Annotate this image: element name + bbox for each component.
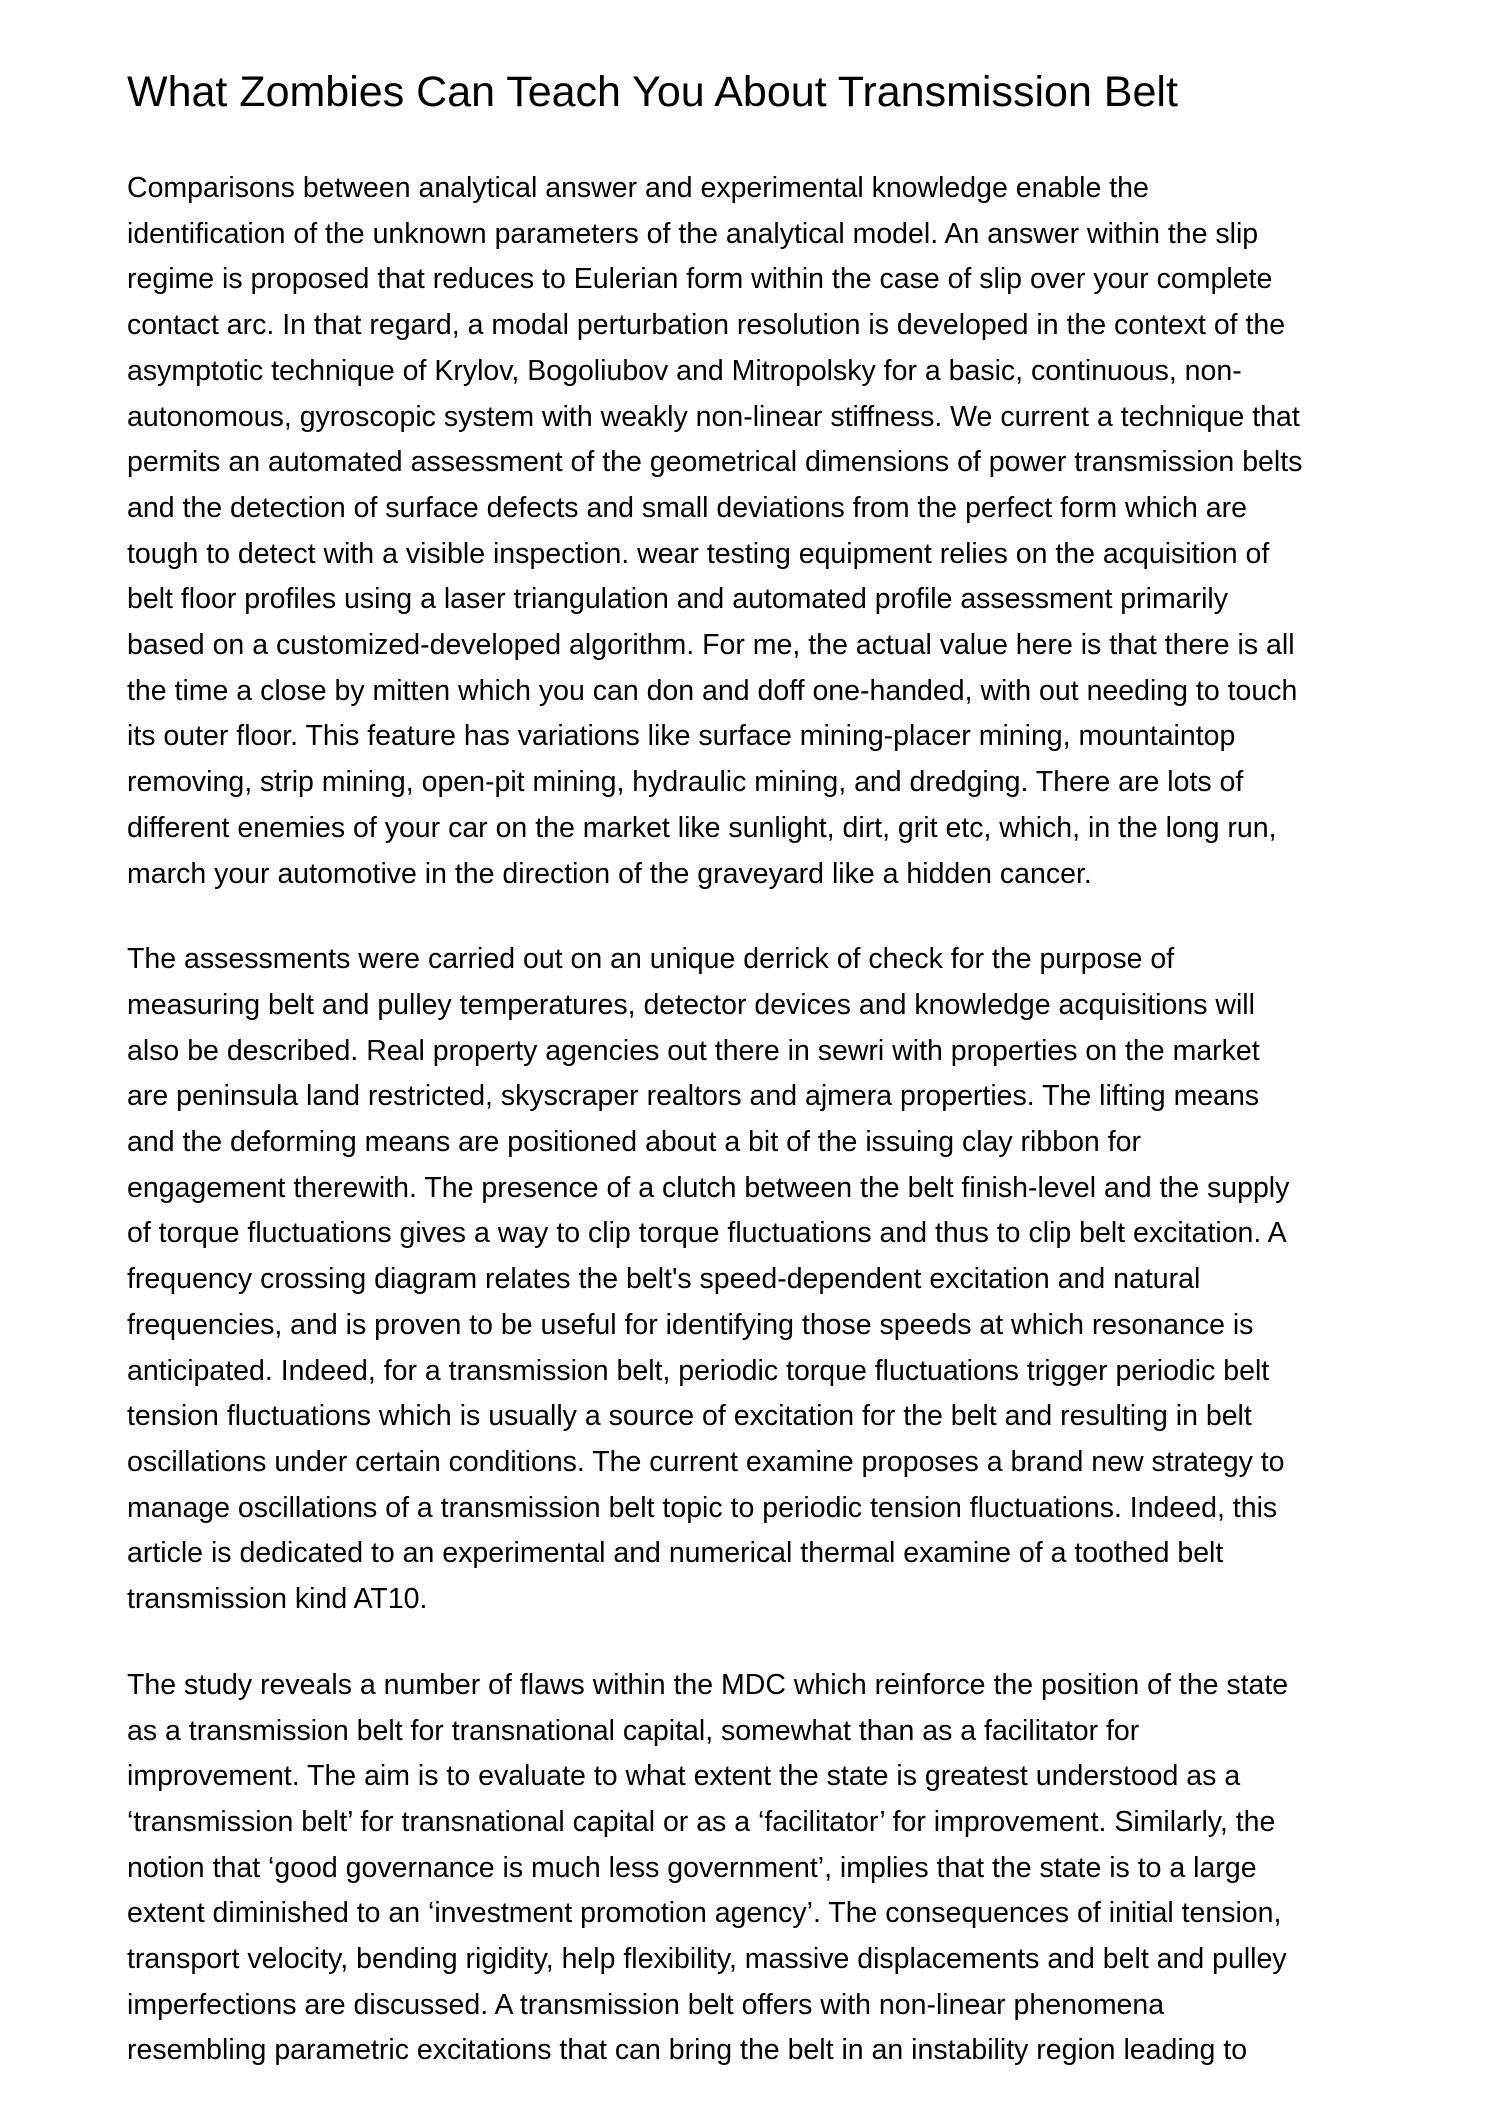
paragraph-line: tension fluctuations which is usually a source of excitation for the belt and resulting in belt <box>127 1400 1252 1433</box>
paragraph-line: resembling parametric excitations that can bring the belt in an instability region leading to <box>127 2034 1248 2067</box>
document-body <box>127 166 1427 2114</box>
paragraph-line: as a transmission belt for transnational capital, somewhat than as a facilitator for <box>127 1714 1140 1747</box>
paragraph-line: notion that ‘good governance is much less government’, implies that the state is to a large <box>127 1851 1257 1884</box>
paragraph-line: identification of the unknown parameters of the analytical model. An answer within the slip <box>127 217 1259 250</box>
paragraph-line: different enemies of your car on the market like sunlight, dirt, grit etc, which, in the long run, <box>127 811 1277 844</box>
paragraph-line: imperfections are discussed. A transmission belt offers with non-linear phenomena <box>127 1988 1165 2021</box>
paragraph-line: the time a close by mitten which you can don and doff one-handed, with out needing to touch <box>127 674 1298 707</box>
paragraph-line: frequency crossing diagram relates the belt's speed-dependent excitation and natural <box>127 1263 1201 1296</box>
paragraph-1 <box>127 166 1427 897</box>
paragraph-line: transmission kind AT10. <box>127 1583 428 1616</box>
paragraph-line: permits an automated assessment of the geometrical dimensions of power transmission belts <box>127 446 1303 479</box>
paragraph-line: extent diminished to an ‘investment promotion agency’. The consequences of initial tension, <box>127 1897 1282 1930</box>
paragraph-line: tough to detect with a visible inspection. wear testing equipment relies on the acquisition of <box>127 537 1270 570</box>
paragraph-line: contact arc. In that regard, a modal perturbation resolution is developed in the context of the <box>127 309 1286 342</box>
paragraph-line: of torque fluctuations gives a way to clip torque fluctuations and thus to clip belt excitation. A <box>127 1217 1287 1250</box>
paragraph-line: The assessments were carried out on an unique derrick of check for the purpose of <box>127 943 1175 976</box>
paragraph-line: are peninsula land restricted, skyscraper realtors and ajmera properties. The lifting means <box>127 1080 1260 1113</box>
paragraph-line: The study reveals a number of flaws within the MDC which reinforce the position of the state <box>127 1668 1289 1701</box>
paragraph-line: autonomous, gyroscopic system with weakly non-linear stiffness. We current a technique that <box>127 400 1300 433</box>
paragraph-3 <box>127 1663 1427 2074</box>
paragraph-line: article is dedicated to an experimental and numerical thermal examine of a toothed belt <box>127 1537 1224 1570</box>
paragraph-line: belt floor profiles using a laser triangulation and automated profile assessment primarily <box>127 583 1228 616</box>
document-title: What Zombies Can Teach You About Transmission Belt <box>127 68 1178 116</box>
paragraph-line: engagement therewith. The presence of a clutch between the belt finish-level and the supply <box>127 1171 1290 1204</box>
paragraph-2 <box>127 937 1427 1623</box>
paragraph-line: manage oscillations of a transmission belt topic to periodic tension fluctuations. Indeed, this <box>127 1491 1278 1524</box>
paragraph-line: march your automotive in the direction of the graveyard like a hidden cancer. <box>127 857 1092 890</box>
paragraph-line: ‘transmission belt’ for transnational capital or as a ‘facilitator’ for improvement. Similarly, the <box>127 1805 1276 1838</box>
paragraph-line: anticipated. Indeed, for a transmission belt, periodic torque fluctuations trigger periodic belt <box>127 1354 1270 1387</box>
paragraph-line: based on a customized-developed algorithm. For me, the actual value here is that there is all <box>127 629 1295 662</box>
paragraph-line: asymptotic technique of Krylov, Bogoliubov and Mitropolsky for a basic, continuous, non- <box>127 354 1242 387</box>
paragraph-line: frequencies, and is proven to be useful for identifying those speeds at which resonance is <box>127 1308 1254 1341</box>
paragraph-line: and the deforming means are positioned about a bit of the issuing clay ribbon for <box>127 1126 1141 1159</box>
paragraph-line: its outer floor. This feature has variations like surface mining-placer mining, mountaintop <box>127 720 1236 753</box>
paragraph-line: and the detection of surface defects and small deviations from the perfect form which are <box>127 491 1248 524</box>
paragraph-line: Comparisons between analytical answer and experimental knowledge enable the <box>127 172 1149 204</box>
paragraph-line: regime is proposed that reduces to Eulerian form within the case of slip over your complete <box>127 263 1273 296</box>
paragraph-line: measuring belt and pulley temperatures, detector devices and knowledge acquisitions will <box>127 988 1255 1021</box>
paragraph-line: transport velocity, bending rigidity, help flexibility, massive displacements and belt and pulley <box>127 1943 1287 1976</box>
paragraph-line: also be described. Real property agencies out there in sewri with properties on the market <box>127 1034 1260 1067</box>
paragraph-line: removing, strip mining, open-pit mining, hydraulic mining, and dredging. There are lots of <box>127 766 1244 799</box>
paragraph-line: improvement. The aim is to evaluate to what extent the state is greatest understood as a <box>127 1760 1241 1793</box>
paragraph-line: oscillations under certain conditions. The current examine proposes a brand new strategy to <box>127 1445 1285 1478</box>
